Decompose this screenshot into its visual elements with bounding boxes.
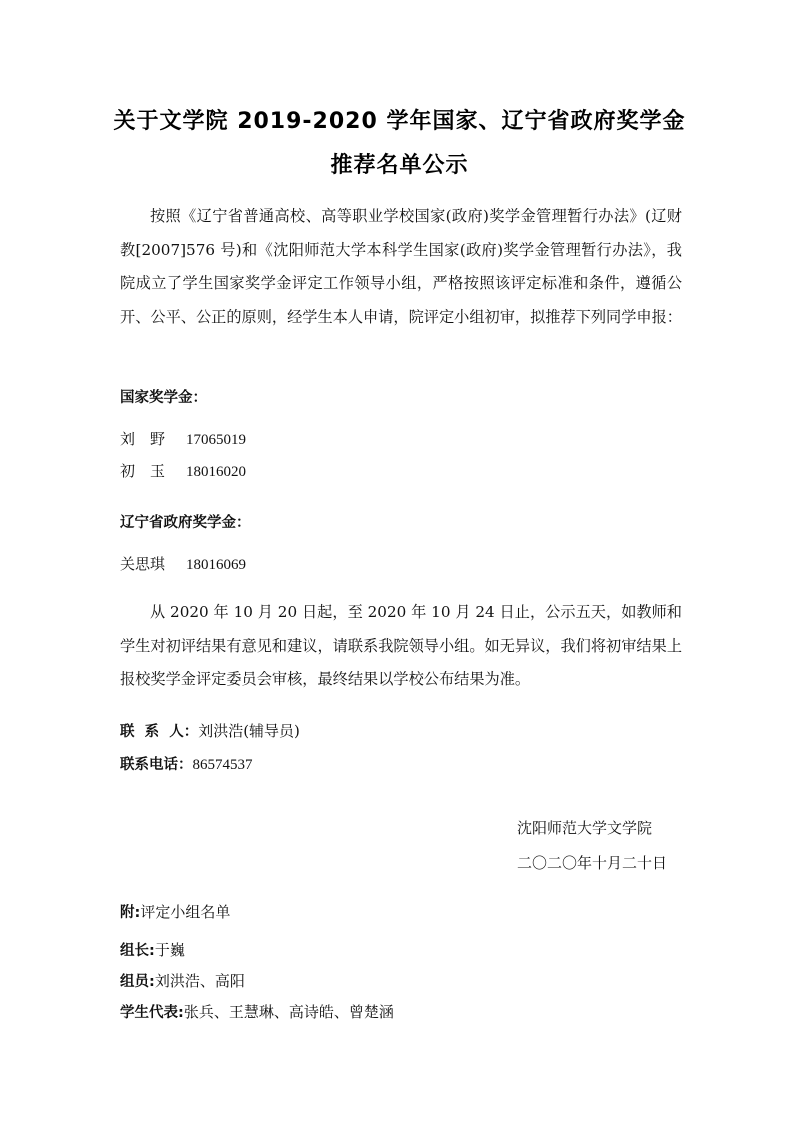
document-title-line-2: 推荐名单公示 [330,153,469,178]
contact-phone-label: 联系电话： [120,757,193,773]
contact-phone-value: 86574537 [192,757,253,773]
contact-phone-row [120,753,253,774]
members-value: 刘洪浩、高阳 [154,972,245,990]
appendix-label: 附: [120,905,141,921]
leader-label: 组长: [120,943,155,959]
national-student-row [120,428,246,449]
signature-org: 沈阳师范大学文学院 [517,819,653,837]
committee-leader-row [120,939,185,960]
document-title-line-1: 关于文学院 2019-2020 学年国家、辽宁省政府奖学金 [113,109,686,134]
student-name: 关思琪 [120,555,166,573]
student-reps-row [120,1001,394,1022]
appendix-title: 评定小组名单 [140,903,231,921]
student-name: 初 玉 [120,462,166,480]
contact-person-value: 刘洪浩(辅导员) [198,722,300,740]
leader-value: 于巍 [154,941,185,959]
contact-person-label: 联 系 人： [120,724,199,740]
contact-person-row [120,720,300,741]
student-id: 17065019 [186,432,246,448]
notice-paragraph: 从 2020 年 10 月 20 日起，至 2020 年 10 月 24 日止，公示五天，如教师和学生对初评结果有意见和建议，请联系我院领导小组。如无异议，我们将初审结果上报校奖学金评定委员会审核，最终结果以学校公布结果为准。 [120,603,682,688]
provincial-scholarship-heading: 辽宁省政府奖学金： [120,515,251,531]
student-id: 18016069 [186,557,246,573]
signature-date: 二〇二〇年十月二十日 [517,854,668,872]
student-name: 刘 野 [120,430,166,448]
reps-value: 张兵、王慧琳、高诗皓、曾楚涵 [183,1003,394,1021]
national-scholarship-heading: 国家奖学金： [120,390,207,406]
reps-label: 学生代表: [120,1005,184,1021]
committee-members-row [120,970,245,991]
national-student-row [120,460,246,481]
student-id: 18016020 [186,464,246,480]
members-label: 组员: [120,974,155,990]
intro-paragraph: 按照《辽宁省普通高校、高等职业学校国家(政府)奖学金管理暂行办法》(辽财教[2007]576 号)和《沈阳师范大学本科学生国家(政府)奖学金管理暂行办法》，我院成立了学生国家奖学金评定工作领导小组，严格按照该评定标准和条件，遵循公开、公平、公正的原则，经学生本人申请，院评定小组初审，拟推荐下列同学申报： [120,207,682,326]
provincial-student-row [120,553,246,574]
appendix-row [120,901,230,922]
